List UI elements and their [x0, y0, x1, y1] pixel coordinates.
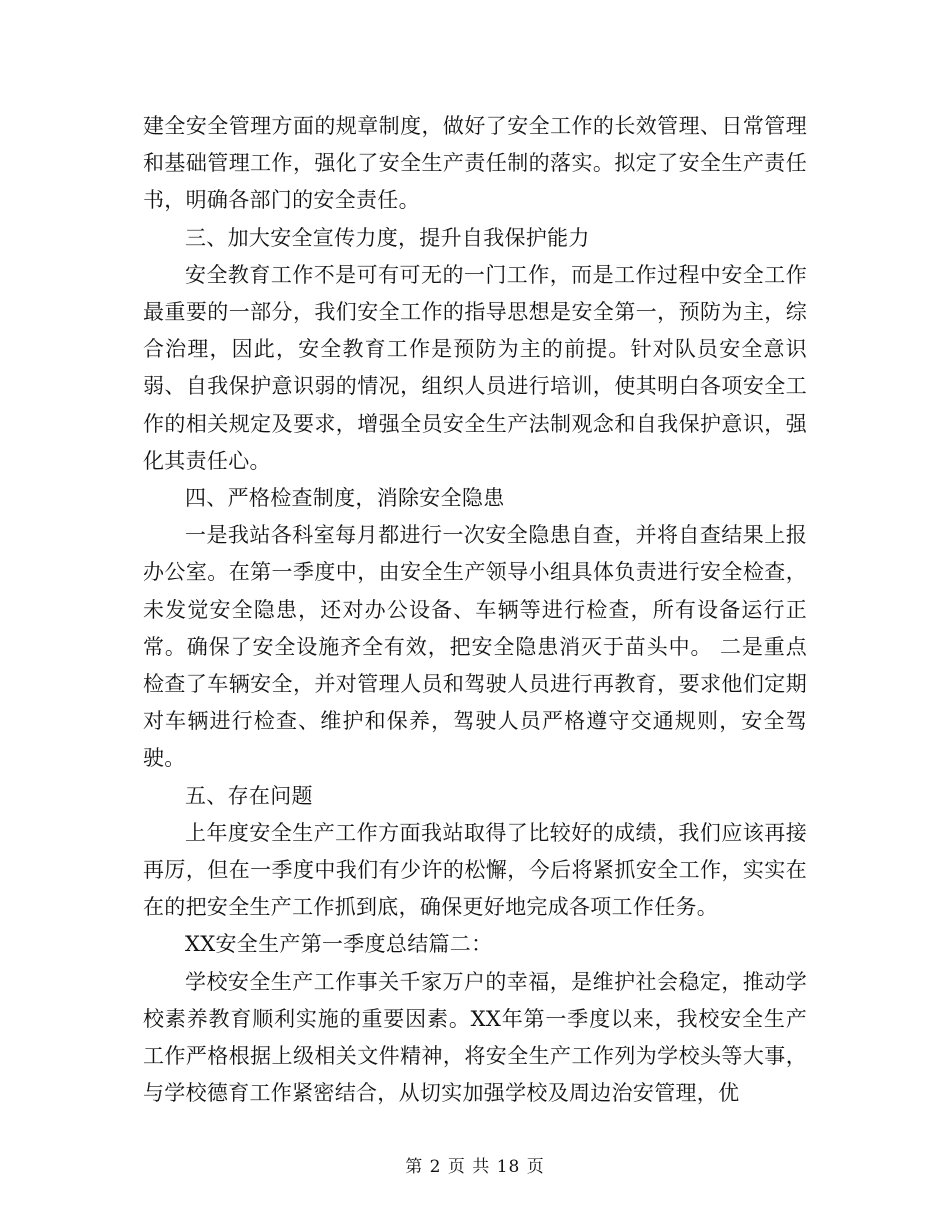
document-body	[143, 108, 807, 1112]
paragraph-inspection: 一是我站各科室每月都进行一次安全隐患自查，并将自查结果上报办公室。在第一季度中，由安全生产领导小组具体负责进行安全检查，未发觉安全隐患，还对办公设备、车辆等进行检查，所有设备运行正常。确保了安全设施齐全有效，把安全隐患消灭于苗头中。 二是重点检查了车辆安全，并对管理人员和驾驶人员进行再教育，要求他们定期对车辆进行检查、维护和保养，驾驶人员严格遵守交通规则，安全驾驶。	[143, 523, 807, 771]
section-heading-3: 三、加大安全宣传力度，提升自我保护能力	[185, 225, 590, 250]
article-two-title: XX安全生产第一季度总结篇二：	[185, 932, 493, 957]
page-footer: 第 2 页 共 18 页	[405, 1157, 545, 1177]
paragraph-continuation: 建全安全管理方面的规章制度，做好了安全工作的长效管理、日常管理和基础管理工作，强化了安全生产责任制的落实。拟定了安全生产责任书，明确各部门的安全责任。	[143, 114, 807, 213]
section-heading-4: 四、严格检查制度，消除安全隐患	[185, 486, 505, 511]
paragraph-school-safety: 学校安全生产工作事关千家万户的幸福，是维护社会稳定，推动学校素养教育顺利实施的重要因素。XX年第一季度以来，我校安全生产工作严格根据上级相关文件精神，将安全生产工作列为学校头等大事，与学校德育工作紧密结合，从切实加强学校及周边治安管理，优	[143, 969, 807, 1106]
paragraph-issues: 上年度安全生产工作方面我站取得了比较好的成绩，我们应该再接再厉，但在一季度中我们有少许的松懈，今后将紧抓安全工作，实实在在的把安全生产工作抓到底，确保更好地完成各项工作任务。	[143, 820, 807, 920]
paragraph-safety-education: 安全教育工作不是可有可无的一门工作，而是工作过程中安全工作最重要的一部分，我们安全工作的指导思想是安全第一，预防为主，综合治理，因此，安全教育工作是预防为主的前提。针对队员安全意识弱、自我保护意识弱的情况，组织人员进行培训，使其明白各项安全工作的相关规定及要求，增强全员安全生产法制观念和自我保护意识，强化其责任心。	[143, 262, 807, 473]
section-heading-5: 五、存在问题	[185, 783, 313, 808]
